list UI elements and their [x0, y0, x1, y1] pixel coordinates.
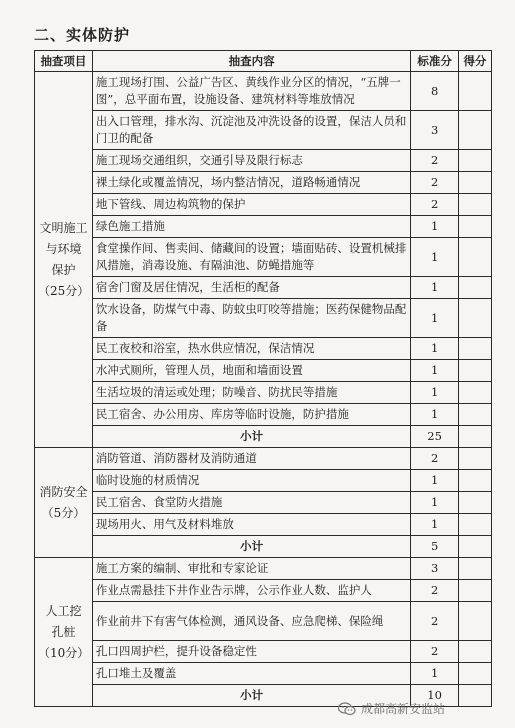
table-body [35, 72, 492, 707]
score-input-cell[interactable] [458, 172, 491, 194]
standard-score-cell: 1 [411, 404, 459, 426]
header-content: 抽查内容 [92, 51, 410, 72]
standard-score-cell: 1 [411, 216, 459, 238]
item-content-cell: 作业点需悬挂下井作业告示牌，公示作业人数、监护人 [92, 580, 410, 602]
category-line: 与环境 [45, 241, 82, 256]
item-content-cell: 绿色施工措施 [92, 216, 410, 238]
item-content-cell: 地下管线、周边构筑物的保护 [92, 194, 410, 216]
table-row [35, 338, 492, 360]
standard-score-cell: 1 [411, 299, 459, 338]
standard-score-cell: 2 [411, 641, 459, 663]
subtotal-value: 25 [411, 426, 459, 448]
table-row [35, 238, 492, 277]
table-row [35, 492, 492, 514]
table-row [35, 382, 492, 404]
standard-score-cell: 1 [411, 514, 459, 536]
score-input-cell[interactable] [458, 470, 491, 492]
table-row [35, 602, 492, 641]
standard-score-cell: 8 [411, 72, 459, 111]
table-row [35, 470, 492, 492]
standard-score-cell: 1 [411, 663, 459, 685]
table-row [35, 404, 492, 426]
item-content-cell: 孔口堆土及覆盖 [92, 663, 410, 685]
standard-score-cell: 1 [411, 492, 459, 514]
standard-score-cell: 1 [411, 277, 459, 299]
item-content-cell: 作业前井下有害气体检测，通风设备、应急爬梯、保险绳 [92, 602, 410, 641]
wechat-icon [338, 702, 356, 716]
standard-score-cell: 3 [411, 558, 459, 580]
standard-score-cell: 2 [411, 580, 459, 602]
category-line: 保护 [51, 262, 76, 277]
item-content-cell: 施工现场打围、公益广告区、黄线作业分区的情况，“五牌一图”，总平面布置，设施设备、建筑材料等堆放情况 [92, 72, 410, 111]
standard-score-cell: 1 [411, 360, 459, 382]
standard-score-cell: 2 [411, 172, 459, 194]
category-line: （5分） [41, 505, 86, 520]
score-input-cell[interactable] [458, 338, 491, 360]
standard-score-cell: 1 [411, 382, 459, 404]
score-input-cell[interactable] [458, 277, 491, 299]
score-input-cell[interactable] [458, 238, 491, 277]
watermark-text: 成都高新安监站 [361, 702, 446, 716]
item-content-cell: 施工现场交通组织，交通引导及限行标志 [92, 150, 410, 172]
table-header-row [35, 51, 492, 72]
table-row [35, 277, 492, 299]
table-row [35, 150, 492, 172]
score-input-cell[interactable] [458, 150, 491, 172]
subtotal-score-cell[interactable] [458, 685, 491, 707]
subtotal-value: 10 [411, 685, 459, 707]
subtotal-value: 5 [411, 536, 459, 558]
score-input-cell[interactable] [458, 558, 491, 580]
item-content-cell: 水冲式厕所，管理人员，地面和墙面设置 [92, 360, 410, 382]
standard-score-cell: 2 [411, 602, 459, 641]
score-input-cell[interactable] [458, 299, 491, 338]
item-content-cell: 孔口四周护栏，提升设备稳定性 [92, 641, 410, 663]
subtotal-score-cell[interactable] [458, 536, 491, 558]
category-line: 人工挖 [45, 603, 82, 618]
item-content-cell: 民工宿舍、食堂防火措施 [92, 492, 410, 514]
table-row [35, 641, 492, 663]
item-content-cell: 民工宿舍、办公用房、库房等临时设施，防护措施 [92, 404, 410, 426]
subtotal-row [35, 426, 492, 448]
score-input-cell[interactable] [458, 663, 491, 685]
standard-score-cell: 3 [411, 111, 459, 150]
table-row [35, 172, 492, 194]
item-content-cell: 裸土绿化或覆盖情况，场内整洁情况，道路畅通情况 [92, 172, 410, 194]
category-cell [35, 448, 93, 558]
standard-score-cell: 2 [411, 194, 459, 216]
subtotal-label: 小计 [92, 426, 410, 448]
subtotal-score-cell[interactable] [458, 426, 491, 448]
score-input-cell[interactable] [458, 216, 491, 238]
category-cell [35, 558, 93, 707]
category-cell [35, 72, 93, 448]
score-input-cell[interactable] [458, 194, 491, 216]
item-content-cell: 消防管道、消防器材及消防通道 [92, 448, 410, 470]
item-content-cell: 食堂操作间、售卖间、储藏间的设置；墙面贴砖、设置机械排风措施，消毒设施、有隔油池、防蝇措施等 [92, 238, 410, 277]
table-row [35, 514, 492, 536]
standard-score-cell: 1 [411, 238, 459, 277]
score-input-cell[interactable] [458, 111, 491, 150]
subtotal-label: 小计 [92, 536, 410, 558]
score-input-cell[interactable] [458, 72, 491, 111]
table-row [35, 299, 492, 338]
category-line: 消防安全 [39, 484, 88, 499]
header-standard: 标准分 [411, 51, 459, 72]
category-line: 孔桩 [51, 624, 76, 639]
watermark [338, 700, 445, 717]
table-row [35, 216, 492, 238]
table-row [35, 360, 492, 382]
standard-score-cell: 2 [411, 448, 459, 470]
standard-score-cell: 1 [411, 470, 459, 492]
score-input-cell[interactable] [458, 641, 491, 663]
item-content-cell: 出入口管理，排水沟、沉淀池及冲洗设备的设置，保洁人员和门卫的配备 [92, 111, 410, 150]
header-category: 抽查项目 [35, 51, 93, 72]
category-line: （25分） [38, 283, 90, 298]
item-content-cell: 生活垃圾的清运或处理；防噪音、防扰民等措施 [92, 382, 410, 404]
score-input-cell[interactable] [458, 514, 491, 536]
header-score: 得分 [458, 51, 491, 72]
score-input-cell[interactable] [458, 404, 491, 426]
standard-score-cell: 2 [411, 150, 459, 172]
item-content-cell: 临时设施的材质情况 [92, 470, 410, 492]
table-row [35, 111, 492, 150]
item-content-cell: 现场用火、用气及材料堆放 [92, 514, 410, 536]
item-content-cell: 施工方案的编制、审批和专家论证 [92, 558, 410, 580]
section-title: 二、实体防护 [34, 26, 131, 44]
item-content-cell: 宿舍门窗及居住情况，生活柜的配备 [92, 277, 410, 299]
score-input-cell[interactable] [458, 382, 491, 404]
score-input-cell[interactable] [458, 580, 491, 602]
score-input-cell[interactable] [458, 448, 491, 470]
score-input-cell[interactable] [458, 492, 491, 514]
table-row [35, 194, 492, 216]
table-row [35, 72, 492, 111]
score-input-cell[interactable] [458, 602, 491, 641]
subtotal-row [35, 536, 492, 558]
item-content-cell: 饮水设备，防煤气中毒、防蚊虫叮咬等措施；医药保健物品配备 [92, 299, 410, 338]
table-row [35, 663, 492, 685]
item-content-cell: 民工夜校和浴室，热水供应情况，保洁情况 [92, 338, 410, 360]
inspection-table [34, 50, 492, 707]
table-row [35, 558, 492, 580]
table-row [35, 580, 492, 602]
table-row [35, 448, 492, 470]
subtotal-label: 小计 [92, 685, 410, 707]
category-line: 文明施工 [39, 220, 88, 235]
category-line: （10分） [38, 645, 90, 660]
standard-score-cell: 1 [411, 338, 459, 360]
score-input-cell[interactable] [458, 360, 491, 382]
